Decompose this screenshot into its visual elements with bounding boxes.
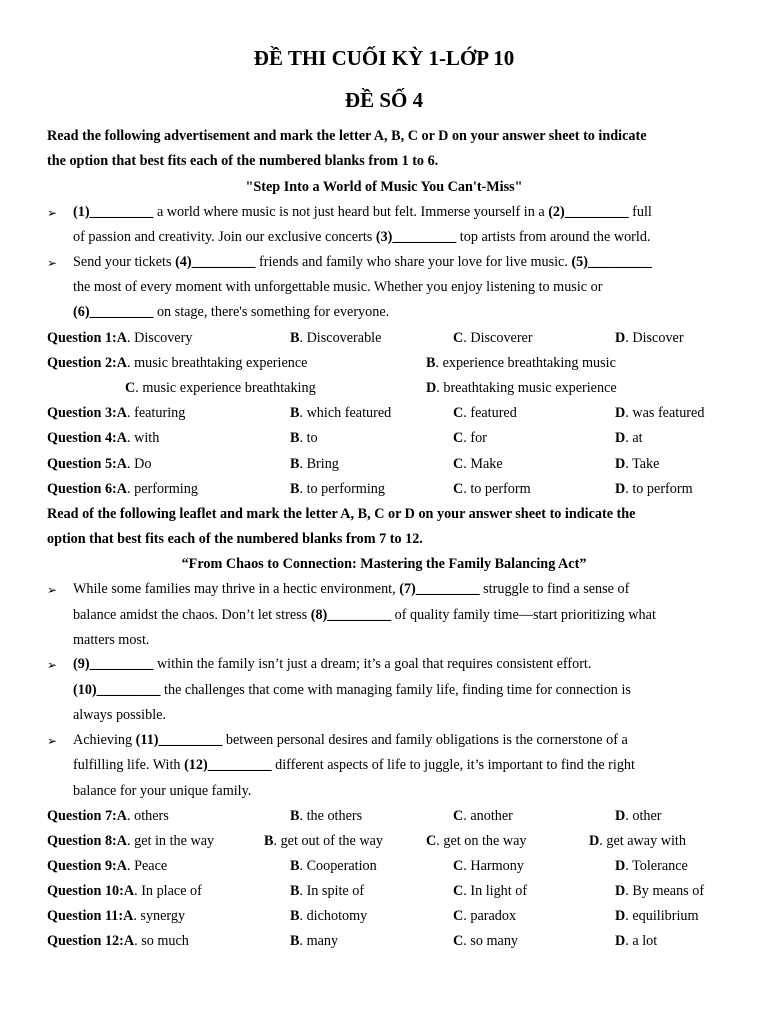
question-4-option-d: D. at: [615, 430, 643, 446]
question-8-option-b: B. get out of the way: [264, 833, 383, 849]
blank-4: (4)_________: [175, 254, 256, 270]
question-7-option-d: D. other: [615, 808, 662, 824]
question-11-option-d: D. equilibrium: [615, 908, 699, 924]
question-5-option-d: D. Take: [615, 456, 660, 472]
blank-11: (11)_________: [135, 732, 223, 748]
passage2-bullet3-line2: fulfilling life. With (12)_________ different aspects of life to juggle, it’s important to find the right: [73, 757, 635, 773]
blank-10: (10)_________: [73, 682, 161, 698]
question-2-option-d: D. breathtaking music experience: [426, 380, 617, 396]
question-2-option-b: B. experience breathtaking music: [426, 355, 616, 371]
passage2-bullet2-line1: (9)_________ within the family isn’t just a dream; it’s a goal that requires consistent effort.: [73, 656, 592, 672]
bullet-arrow-icon: ➢: [47, 256, 58, 270]
passage2-bullet1-line2: balance amidst the chaos. Don’t let stress (8)_________ of quality family time—start prioritizing what: [73, 607, 656, 623]
question-5-option-c: C. Make: [453, 456, 503, 472]
question-11-option-a: Question 11:A. synergy: [47, 908, 186, 924]
question-9-option-b: B. Cooperation: [290, 858, 377, 874]
bullet-arrow-icon: ➢: [47, 734, 58, 748]
blank-6: (6)_________: [73, 304, 154, 320]
section2-heading: “From Chaos to Connection: Mastering the Family Balancing Act”: [181, 556, 587, 572]
blank-12: (12)_________: [184, 757, 272, 773]
section2-instruction-line1: Read of the following leaflet and mark the letter A, B, C or D on your answer sheet to indicate the: [47, 506, 636, 522]
question-3-option-a: Question 3:A. featuring: [47, 405, 186, 421]
bullet-arrow-icon: ➢: [47, 583, 58, 597]
bullet-arrow-icon: ➢: [47, 658, 58, 672]
question-7-option-b: B. the others: [290, 808, 363, 824]
section2-instruction-line2: option that best fits each of the numbered blanks from 7 to 12.: [47, 531, 423, 547]
question-6-option-b: B. to performing: [290, 481, 385, 497]
blank-7: (7)_________: [399, 581, 480, 597]
question-5-option-b: B. Bring: [290, 456, 339, 472]
blank-3: (3)_________: [375, 229, 457, 245]
question-3-option-b: B. which featured: [290, 405, 392, 421]
passage2-bullet2-line2: (10)_________ the challenges that come with managing family life, finding time for connection is: [73, 682, 631, 698]
question-12-option-d: D. a lot: [615, 933, 658, 949]
question-8-option-a: Question 8:A. get in the way: [47, 833, 215, 849]
question-9-option-c: C. Harmony: [453, 858, 524, 874]
question-12-option-b: B. many: [290, 933, 339, 949]
blank-5: (5)_________: [571, 254, 652, 270]
section1-heading: "Step Into a World of Music You Can't-Miss": [245, 179, 523, 195]
question-4-option-c: C. for: [453, 430, 487, 446]
blank-1: (1)_________: [73, 204, 154, 220]
passage1-bullet2-line1: Send your tickets (4)_________ friends and family who share your love for live music. (5)_________: [73, 254, 652, 270]
question-9-option-a: Question 9:A. Peace: [47, 858, 168, 874]
question-10-option-d: D. By means of: [615, 883, 705, 899]
passage2-bullet1-line3: matters most.: [73, 632, 150, 648]
passage2-bullet2-line3: always possible.: [73, 707, 166, 723]
question-9-option-d: D. Tolerance: [615, 858, 688, 874]
section1-instruction-line2: the option that best fits each of the numbered blanks from 1 to 6.: [47, 153, 439, 169]
blank-9: (9)_________: [73, 656, 154, 672]
passage2-bullet3-line1: Achieving (11)_________ between personal desires and family obligations is the cornerstone of a: [73, 732, 628, 748]
question-6-option-c: C. to perform: [453, 481, 531, 497]
passage2-bullet1-line1: While some families may thrive in a hectic environment, (7)_________ struggle to find a sense of: [73, 581, 630, 597]
question-8-option-d: D. get away with: [589, 833, 686, 849]
exam-title: ĐỀ THI CUỐI KỲ 1-LỚP 10: [253, 46, 515, 70]
passage1-bullet2-line2: the most of every moment with unforgettable music. Whether you enjoy listening to music or: [73, 279, 603, 295]
question-4-option-a: Question 4:A. with: [47, 430, 160, 446]
passage1-bullet1-line2: of passion and creativity. Join our exclusive concerts (3)_________ top artists from around the world.: [73, 229, 651, 245]
question-11-option-b: B. dichotomy: [290, 908, 368, 924]
question-2-option-a: Question 2:A. music breathtaking experience: [47, 355, 308, 371]
question-6-option-d: D. to perform: [615, 481, 693, 497]
question-1-option-a: Question 1:A. Discovery: [47, 330, 193, 346]
question-6-option-a: Question 6:A. performing: [47, 481, 198, 497]
question-10-option-a: Question 10:A. In place of: [47, 883, 202, 899]
question-12-option-a: Question 12:A. so much: [47, 933, 189, 949]
question-10-option-c: C. In light of: [453, 883, 528, 899]
question-11-option-c: C. paradox: [453, 908, 517, 924]
question-2-option-c: C. music experience breathtaking: [125, 380, 316, 396]
question-3-option-d: D. was featured: [615, 405, 705, 421]
passage1-bullet1-line1: (1)_________ a world where music is not just heard but felt. Immerse yourself in a (2)_________ full: [73, 204, 652, 220]
question-7-option-c: C. another: [453, 808, 513, 824]
question-1-option-c: C. Discoverer: [453, 330, 533, 346]
blank-2: (2)_________: [548, 204, 629, 220]
question-10-option-b: B. In spite of: [290, 883, 365, 899]
passage2-bullet3-line3: balance for your unique family.: [73, 783, 252, 799]
passage1-bullet2-line3: (6)_________ on stage, there's something for everyone.: [73, 304, 390, 320]
question-7-option-a: Question 7:A. others: [47, 808, 169, 824]
question-1-option-d: D. Discover: [615, 330, 684, 346]
question-8-option-c: C. get on the way: [426, 833, 527, 849]
question-1-option-b: B. Discoverable: [290, 330, 382, 346]
question-4-option-b: B. to: [290, 430, 318, 446]
question-12-option-c: C. so many: [453, 933, 519, 949]
bullet-arrow-icon: ➢: [47, 206, 58, 220]
question-5-option-a: Question 5:A. Do: [47, 456, 152, 472]
exam-subtitle: ĐỀ SỐ 4: [344, 88, 424, 112]
section1-instruction-line1: Read the following advertisement and mark the letter A, B, C or D on your answer sheet to indicate: [47, 128, 647, 144]
question-3-option-c: C. featured: [453, 405, 517, 421]
blank-8: (8)_________: [310, 607, 392, 623]
